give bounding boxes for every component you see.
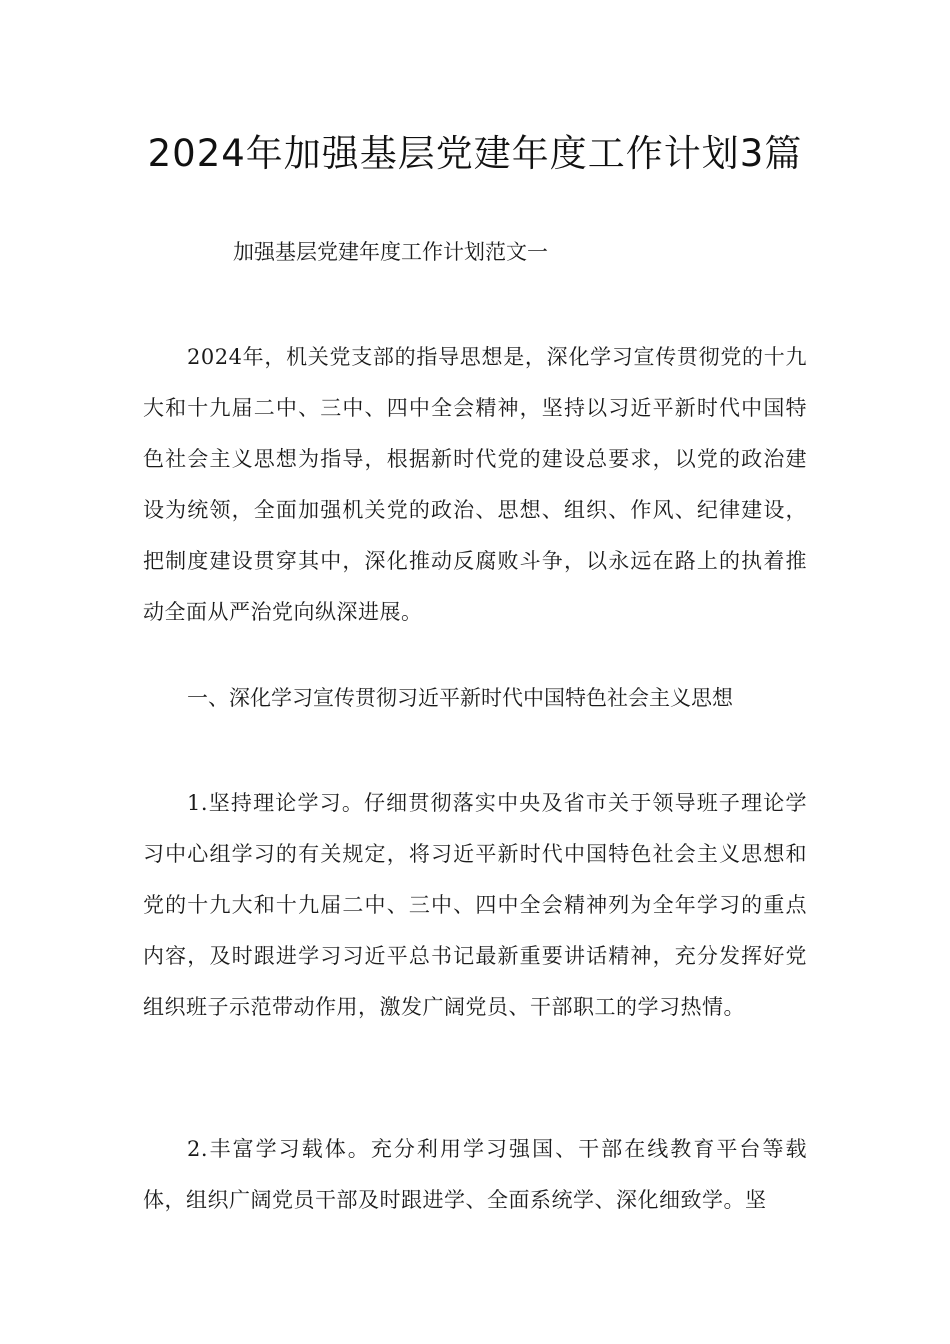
paragraph-study-carriers: 2.丰富学习载体。充分利用学习强国、干部在线教育平台等载体，组织广阔党员干部及时跟进学、全面系统学、深化细致学。坚 xyxy=(143,1137,807,1212)
paragraph-guiding-thought: 2024年，机关党支部的指导思想是，深化学习宣传贯彻党的十九大和十九届二中、三中、四中全会精神，坚持以习近平新时代中国特色社会主义思想为指导，根据新时代党的建设总要求，以党的政治建设为统领，全面加强机关党的政治、思想、组织、作风、纪律建设，把制度建设贯穿其中，深化推动反腐败斗争，以永远在路上的执着推动全面从严治党向纵深进展。 xyxy=(143,345,807,624)
document-subtitle: 加强基层党建年度工作计划范文一 xyxy=(233,240,548,264)
paragraph-theory-study: 1.坚持理论学习。仔细贯彻落实中央及省市关于领导班子理论学习中心组学习的有关规定，将习近平新时代中国特色社会主义思想和党的十九大和十九届二中、三中、四中全会精神列为全年学习的重点内容，及时跟进学习习近平总书记最新重要讲话精神，充分发挥好党组织班子示范带动作用，激发广阔党员、干部职工的学习热情。 xyxy=(143,791,807,1019)
document-title: 2024年加强基层党建年度工作计划3篇 xyxy=(147,132,803,175)
section-heading-1: 一、深化学习宣传贯彻习近平新时代中国特色社会主义思想 xyxy=(187,686,733,710)
